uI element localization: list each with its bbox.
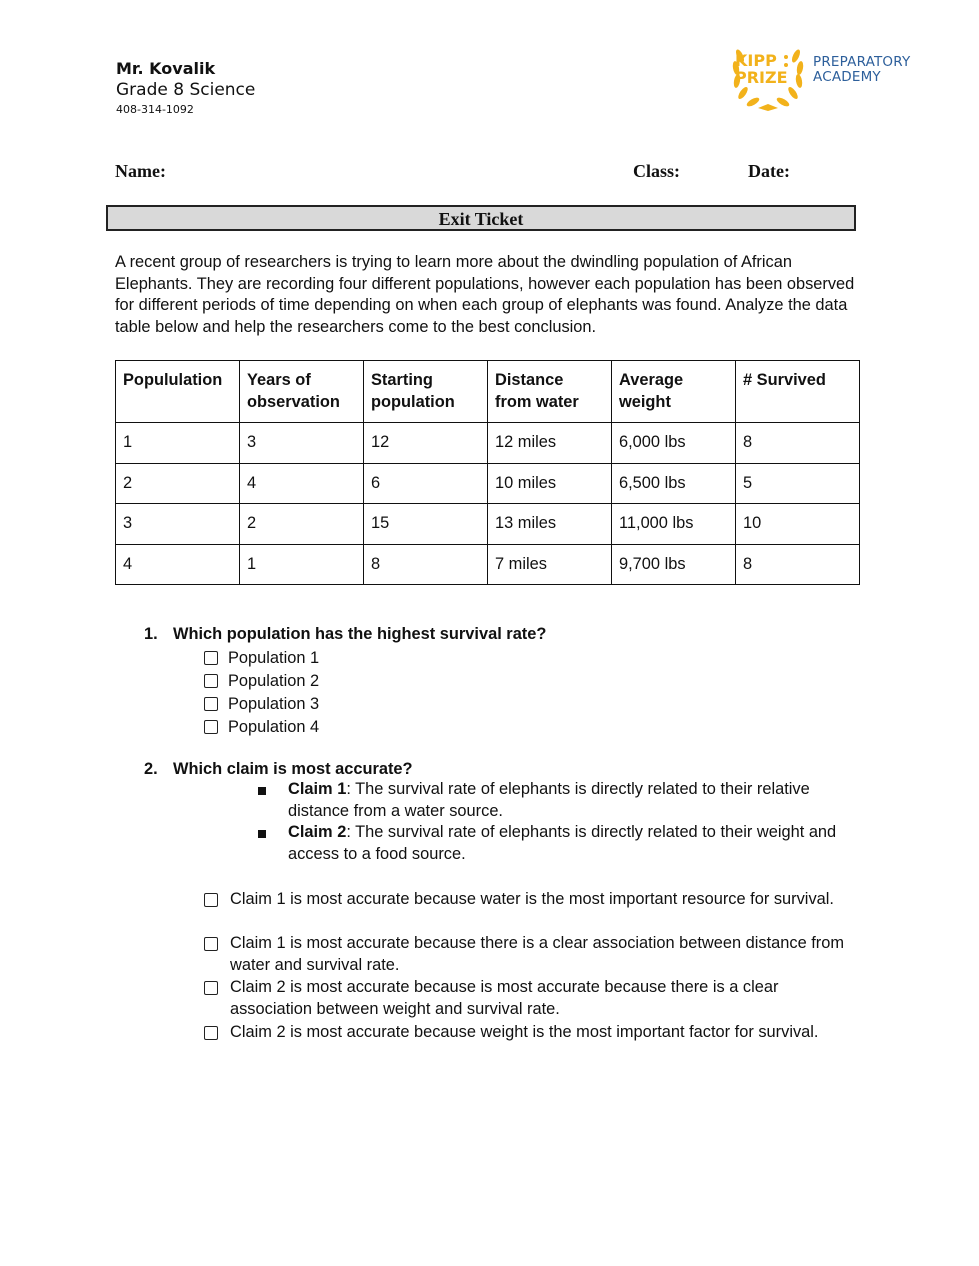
exit-ticket-title: Exit Ticket — [106, 205, 856, 231]
table-row — [116, 504, 860, 545]
logo-dot-icon — [784, 63, 788, 67]
question-1-number: 1. — [144, 625, 158, 643]
table-cell: 1 — [116, 423, 240, 464]
table-row — [116, 463, 860, 504]
teacher-name: Mr. Kovalik — [116, 59, 216, 78]
table-cell: 8 — [736, 423, 860, 464]
question-2-number: 2. — [144, 760, 158, 778]
table-cell: 3 — [116, 504, 240, 545]
table-cell: 4 — [240, 463, 364, 504]
claim-label: Claim 1 — [288, 780, 347, 798]
table-cell: 12 — [364, 423, 488, 464]
checkbox-icon[interactable] — [204, 937, 218, 951]
table-header: Starting population — [364, 361, 488, 423]
option-label: Claim 2 is most accurate because is most accurate because there is a clear association between weight and survival rate. — [230, 978, 779, 1018]
question-2-text: Which claim is most accurate? — [173, 760, 413, 778]
q1-option-2[interactable] — [204, 670, 319, 692]
table-header-row — [116, 361, 860, 423]
q1-option-1[interactable] — [204, 647, 319, 669]
option-label: Claim 1 is most accurate because there is a clear association between distance from water and survival rate. — [230, 934, 845, 974]
table-cell: 5 — [736, 463, 860, 504]
table-cell: 2 — [240, 504, 364, 545]
claim-2 — [258, 822, 848, 865]
table-cell: 11,000 lbs — [612, 504, 736, 545]
claim-text: : The survival rate of elephants is directly related to their weight and access to a food source. — [288, 823, 837, 863]
course-name: Grade 8 Science — [116, 80, 256, 100]
table-row — [116, 423, 860, 464]
q2-option-2[interactable] — [204, 933, 854, 976]
population-table — [115, 360, 860, 585]
checkbox-icon[interactable] — [204, 720, 218, 734]
table-cell: 13 miles — [488, 504, 612, 545]
table-header: Average weight — [612, 361, 736, 423]
option-label: Population 3 — [228, 695, 320, 713]
table-cell: 10 miles — [488, 463, 612, 504]
logo-academy — [813, 55, 910, 85]
logo-academy-word: ACADEMY — [813, 69, 881, 85]
table-header: # Survived — [736, 361, 860, 423]
table-cell: 8 — [736, 544, 860, 585]
table-cell: 6,000 lbs — [612, 423, 736, 464]
table-cell: 6 — [364, 463, 488, 504]
table-row — [116, 544, 860, 585]
q1-option-3[interactable] — [204, 693, 319, 715]
logo-dot-icon — [784, 55, 788, 59]
bullet-square-icon — [258, 787, 266, 795]
option-label: Population 1 — [228, 649, 320, 667]
table-cell: 6,500 lbs — [612, 463, 736, 504]
option-label: Claim 2 is most accurate because weight is the most important factor for survival. — [230, 1023, 819, 1041]
option-label: Population 4 — [228, 718, 320, 736]
table-cell: 2 — [116, 463, 240, 504]
q2-option-1[interactable] — [204, 889, 854, 911]
table-cell: 4 — [116, 544, 240, 585]
q2-option-3[interactable] — [204, 977, 854, 1020]
checkbox-icon[interactable] — [204, 1026, 218, 1040]
question-1-text: Which population has the highest survival rate? — [173, 625, 547, 643]
table-cell: 1 — [240, 544, 364, 585]
option-label: Population 2 — [228, 672, 320, 690]
table-cell: 10 — [736, 504, 860, 545]
bullet-square-icon — [258, 830, 266, 838]
checkbox-icon[interactable] — [204, 674, 218, 688]
intro-paragraph: A recent group of researchers is trying to learn more about the dwindling population of African Elephants. They are recording four different populations, however each population has been observed for different periods of time depending on when each group of elephants was found. Analyze the data table below and help the researchers come to the best conclusion. — [115, 253, 855, 336]
date-field: Date: — [748, 161, 790, 181]
table-cell: 9,700 lbs — [612, 544, 736, 585]
claim-text: : The survival rate of elephants is directly related to their relative distance from a water source. — [288, 780, 810, 820]
table-cell: 3 — [240, 423, 364, 464]
checkbox-icon[interactable] — [204, 651, 218, 665]
checkbox-icon[interactable] — [204, 981, 218, 995]
table-header: Years of observation — [240, 361, 364, 423]
logo-preparatory: PREPARATORY — [813, 54, 911, 70]
table-header: Popululation — [116, 361, 240, 423]
claim-1 — [258, 779, 848, 822]
checkbox-icon[interactable] — [204, 697, 218, 711]
table-cell: 8 — [364, 544, 488, 585]
table-cell: 7 miles — [488, 544, 612, 585]
class-field: Class: — [633, 161, 681, 181]
q2-option-4[interactable] — [204, 1022, 854, 1044]
q1-option-4[interactable] — [204, 716, 319, 738]
teacher-info — [116, 58, 255, 118]
school-logo — [728, 34, 928, 112]
claim-label: Claim 2 — [288, 823, 347, 841]
table-cell: 12 miles — [488, 423, 612, 464]
option-label: Claim 1 is most accurate because water is the most important resource for survival. — [230, 890, 834, 908]
phone-number: 408-314-1092 — [116, 103, 194, 116]
table-header: Distance from water — [488, 361, 612, 423]
logo-prize: PRIZE — [735, 68, 788, 87]
table-cell: 15 — [364, 504, 488, 545]
name-field: Name: — [115, 161, 166, 181]
logo-kipp: KIPP — [735, 51, 777, 70]
checkbox-icon[interactable] — [204, 893, 218, 907]
